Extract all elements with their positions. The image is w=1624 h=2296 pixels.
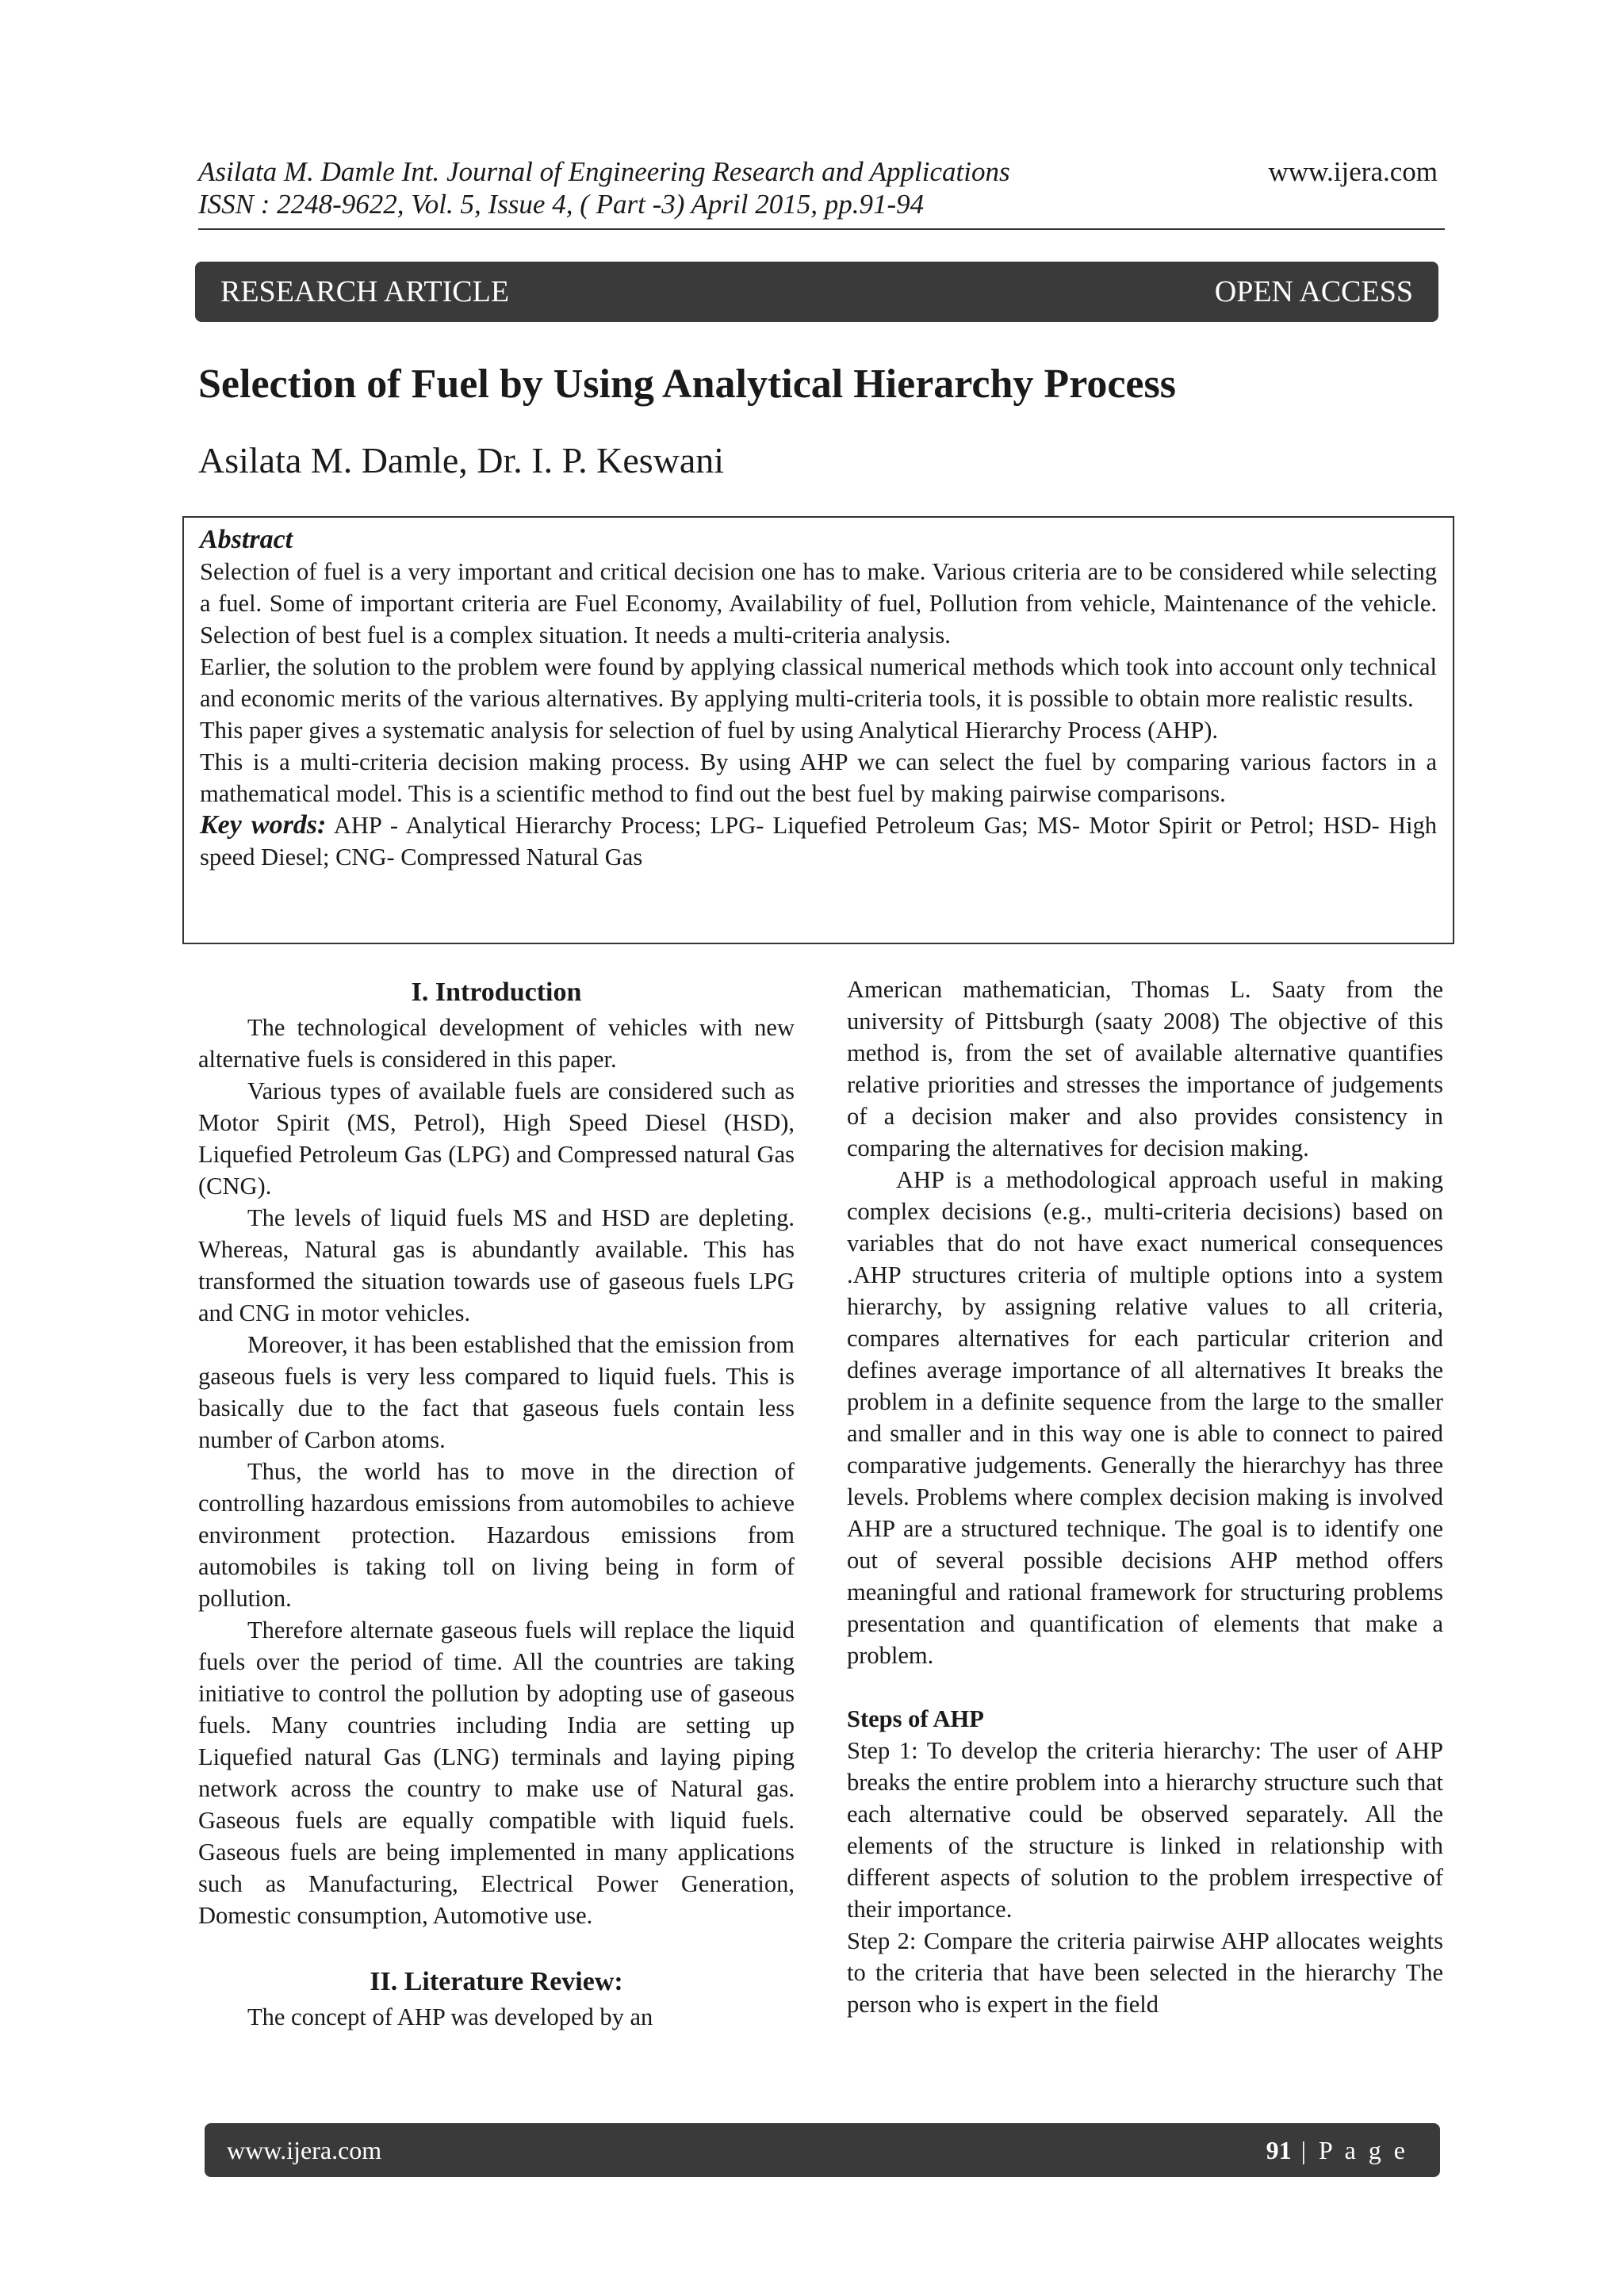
body-paragraph: Thus, the world has to move in the direction of controlling hazardous emissions from automobiles to achieve environment protection. Hazardous emissions from automobiles is taking toll on living being in form of pollution. <box>198 1458 795 1612</box>
keywords <box>200 809 1437 873</box>
paper-title: Selection of Fuel by Using Analytical Hierarchy Process <box>198 362 1176 407</box>
abstract-box <box>182 516 1454 944</box>
body-paragraph: AHP is a methodological approach useful in making complex decisions (e.g., multi-criteria decisions) based on variables that do not have exact numerical consequences .AHP structures criteria of multiple options into a system hierarchy, by assigning relative values to all criteria, compares alternatives for each particular criterion and defines average importance of all alternatives It breaks the problem in a definite sequence from the large to the smaller and smaller and in this way one is able to connect to paired comparative judgements. Generally the hierarchyy has three levels. Problems where complex decision making is involved AHP are a structured technique. The goal is to identify one out of several possible decisions AHP method offers meaningful and rational framework for structuring problems presentation and quantification of elements that make a problem. <box>847 1166 1443 1669</box>
abstract-paragraph: Earlier, the solution to the problem were found by applying classical numerical methods which took into account only technical and economic merits of the various alternatives. By applying multi-criteria tools, it is possible to obtain more realistic results. <box>200 653 1437 712</box>
left-column <box>198 974 795 2033</box>
step-paragraph: Step 1: To develop the criteria hierarchy: The user of AHP breaks the entire problem into a hierarchy structure such that each alternative could be observed separately. All the elements of the structure is linked in relationship with different aspects of solution to the problem irrespective of their importance. <box>847 1737 1443 1923</box>
footer-website: www.ijera.com <box>227 2136 382 2164</box>
abstract-paragraph: This is a multi-criteria decision making process. By using AHP we can select the fuel by comparing various factors in a mathematical model. This is a scientific method to find out the best fuel by making pairwise comparisons. <box>200 748 1437 807</box>
research-article-label: RESEARCH ARTICLE <box>220 275 510 308</box>
page-label: | P a g e <box>1291 2136 1408 2164</box>
abstract-paragraph: Selection of fuel is a very important and critical decision one has to make. Various criteria are to be considered while selecting a fuel. Some of important criteria are Fuel Economy, Availability of fuel, Pollution from vehicle, Maintenance of the vehicle. Selection of best fuel is a complex situation. It needs a multi-criteria analysis. <box>200 558 1437 649</box>
abstract-paragraph: This paper gives a systematic analysis for selection of fuel by using Analytical Hierarchy Process (AHP). <box>200 717 1219 744</box>
body-paragraph: The levels of liquid fuels MS and HSD are depleting. Whereas, Natural gas is abundantly available. This has transformed the situation towards use of gaseous fuels LPG and CNG in motor vehicles. <box>198 1204 795 1326</box>
step-paragraph: Step 2: Compare the criteria pairwise AHP allocates weights to the criteria that have been selected in the hierarchy The person who is expert in the field <box>847 1927 1443 2018</box>
keywords-text: AHP - Analytical Hierarchy Process; LPG- Liquefied Petroleum Gas; MS- Motor Spirit or Petrol; HSD- High speed Diesel; CNG- Compressed Natural Gas <box>200 812 1437 871</box>
steps-heading: Steps of AHP <box>847 1705 984 1732</box>
section-heading-literature-review: II. Literature Review: <box>370 1967 623 1996</box>
body-paragraph: Moreover, it has been established that the emission from gaseous fuels is very less compared to liquid fuels. This is basically due to the fact that gaseous fuels contain less number of Carbon atoms. <box>198 1331 795 1453</box>
journal-header <box>198 155 1150 220</box>
journal-website: www.ijera.com <box>1268 156 1438 187</box>
body-paragraph: American mathematician, Thomas L. Saaty from the university of Pittsburgh (saaty 2008) The objective of this method is, from the set of available alternative quantifies relative priorities and stresses the importance of judgements of a decision maker and also provides consistency in comparing the alternatives for decision making. <box>847 976 1443 1161</box>
page-indicator <box>1266 2123 1408 2177</box>
issn-line: ISSN : 2248-9622, Vol. 5, Issue 4, ( Part -3) April 2015, pp.91-94 <box>198 189 925 220</box>
article-type-banner <box>195 262 1438 322</box>
journal-line: Asilata M. Damle Int. Journal of Engineering Research and Applications <box>198 156 1010 187</box>
body-paragraph: The technological development of vehicles with new alternative fuels is considered in this paper. <box>198 1014 795 1073</box>
body-paragraph: The concept of AHP was developed by an <box>247 2003 653 2030</box>
body-paragraph: Therefore alternate gaseous fuels will replace the liquid fuels over the period of time. All the countries are taking initiative to control the pollution by adopting use of gaseous fuels. Many countries including India are setting up Liquefied natural Gas (LNG) terminals and laying piping network across the country to make use of Natural gas. Gaseous fuels are equally compatible with liquid fuels. Gaseous fuels are being implemented in many applications such as Manufacturing, Electrical Power Generation, Domestic consumption, Automotive use. <box>198 1617 795 1929</box>
page-number: 91 <box>1266 2136 1292 2164</box>
paper-authors: Asilata M. Damle, Dr. I. P. Keswani <box>198 440 725 480</box>
page-footer <box>205 2123 1440 2177</box>
abstract-heading: Abstract <box>200 525 293 554</box>
right-column <box>847 974 1443 2020</box>
open-access-label: OPEN ACCESS <box>1214 275 1413 308</box>
section-heading-introduction: I. Introduction <box>411 978 582 1007</box>
keywords-label: Key words: <box>200 810 327 840</box>
body-paragraph: Various types of available fuels are considered such as Motor Spirit (MS, Petrol), High Speed Diesel (HSD), Liquefied Petroleum Gas (LPG) and Compressed natural Gas (CNG). <box>198 1077 795 1200</box>
header-divider <box>198 228 1445 230</box>
